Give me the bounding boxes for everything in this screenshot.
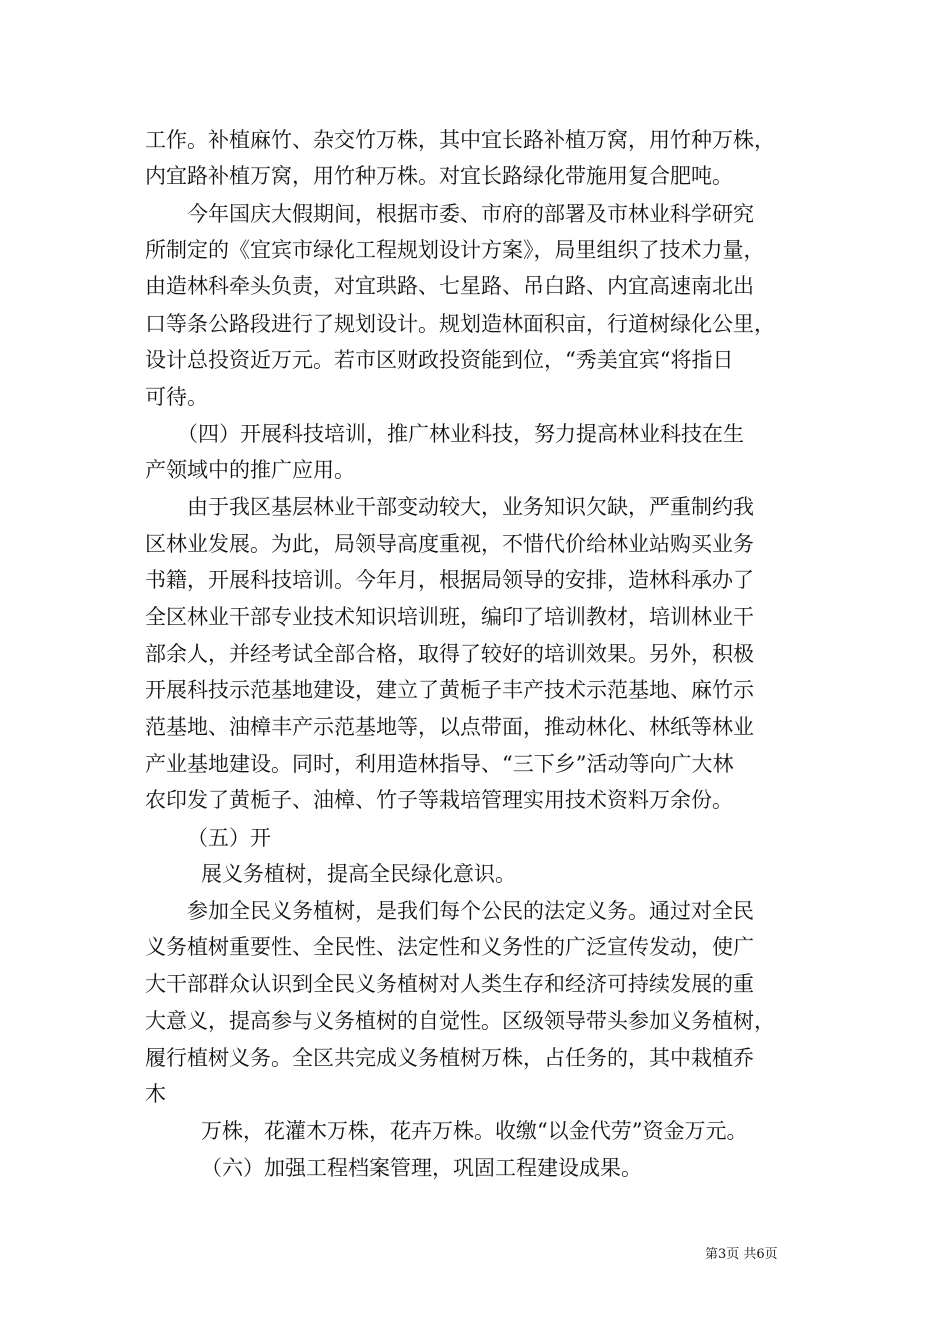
text-line: 今年国庆大假期间，根据市委、市府的部署及市林业科学研究 [187, 202, 754, 226]
text-line: 部余人，并经考试全部合格，取得了较好的培训效果。另外，积极 [145, 642, 754, 666]
text-line: 由于我区基层林业干部变动较大，业务知识欠缺，严重制约我 [187, 495, 754, 519]
text-line: 履行植树义务。全区共完成义务植树万株，占任务的，其中栽植乔 [145, 1046, 754, 1070]
text-line: 全区林业干部专业技术知识培训班，编印了培训教材，培训林业干 [145, 605, 754, 629]
text-line: 内宜路补植万窝，用竹种万株。对宜长路绿化带施用复合肥吨。 [145, 164, 733, 188]
text-line: 口等条公路段进行了规划设计。规划造林面积亩，行道树绿化公里， [145, 312, 775, 336]
text-line: 大意义，提高参与义务植树的自觉性。区级领导带头参加义务植树， [145, 1009, 775, 1033]
text-line: 参加全民义务植树，是我们每个公民的法定义务。通过对全民 [187, 899, 754, 923]
text-line: 农印发了黄栀子、油樟、竹子等栽培管理实用技术资料万余份。 [145, 788, 733, 812]
text-line: 万株，花灌木万株，花卉万株。收缴“以金代劳”资金万元。 [201, 1119, 748, 1143]
section-heading: （四）开展科技培训，推广林业科技，努力提高林业科技在生 [177, 422, 744, 446]
text-line: 区林业发展。为此，局领导高度重视，不惜代价给林业站购买业务 [145, 532, 754, 556]
text-line: 设计总投资近万元。若市区财政投资能到位，“秀美宜宾“将指日 [145, 348, 734, 372]
section-heading: （五）开 [187, 826, 271, 850]
text-line: 工作。补植麻竹、杂交竹万株，其中宜长路补植万窝，用竹种万株， [145, 128, 775, 152]
text-line: 义务植树重要性、全民性、法定性和义务性的广泛宣传发动，使广 [145, 935, 754, 959]
text-line: 大干部群众认识到全民义务植树对人类生存和经济可持续发展的重 [145, 972, 754, 996]
section-heading: （六）加强工程档案管理，巩固工程建设成果。 [201, 1156, 642, 1180]
text-line: 可待。 [145, 385, 208, 409]
text-line: 书籍，开展科技培训。今年月，根据局领导的安排，造林科承办了 [145, 568, 754, 592]
section-heading: 展义务植树，提高全民绿化意识。 [201, 862, 516, 886]
text-line: 开展科技示范基地建设，建立了黄栀子丰产技术示范基地、麻竹示 [145, 678, 754, 702]
text-line: 范基地、油樟丰产示范基地等，以点带面，推动林化、林纸等林业 [145, 715, 754, 739]
page-number-footer: 第3页 共6页 [705, 1247, 778, 1262]
text-line: 由造林科牵头负责，对宜珙路、七星路、吊白路、内宜高速南北出 [145, 274, 754, 298]
text-line: 产业基地建设。同时，利用造林指导、“三下乡”活动等向广大林 [145, 752, 734, 776]
text-line: 木 [145, 1082, 166, 1106]
text-line: 所制定的《宜宾市绿化工程规划设计方案》，局里组织了技术力量， [145, 238, 765, 262]
section-heading: 产领域中的推广应用。 [145, 458, 355, 482]
